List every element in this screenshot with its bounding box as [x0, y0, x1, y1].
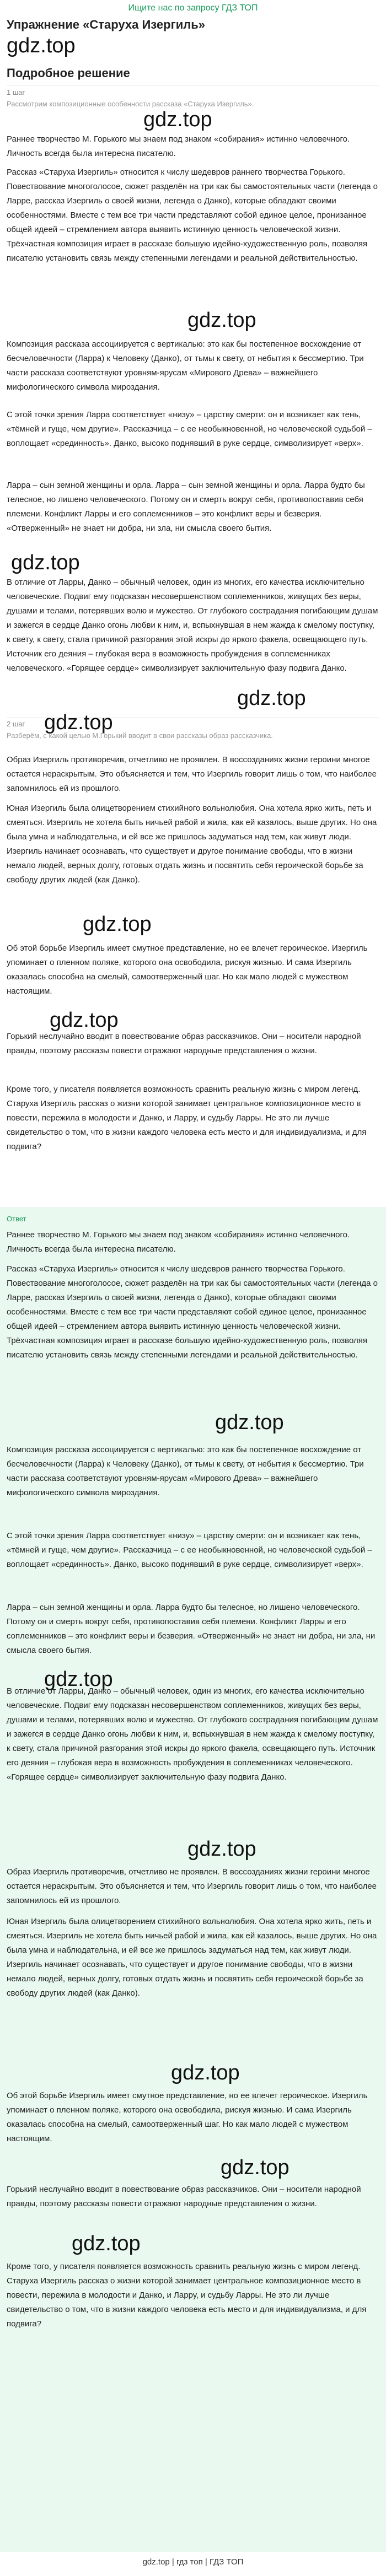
watermark: gdz.top	[11, 551, 80, 574]
step-note: Рассмотрим композиционные особенности рассказа «Старуха Изергиль».	[7, 100, 254, 108]
watermark: gdz.top	[187, 1837, 256, 1861]
paragraph: Кроме того, у писателя появляется возможность сравнить реальную жизнь с миром легенд. Старуха Изергиль рассказ о жизни которой занимает центральное композиционное место в повести, пережила в молодости и Данко, и Ларру, и судьбу Ларры. Не это ли лучше свидетельство о том, что в жизни каждого человека есть место и для индивидуализма, и для подвига?	[7, 2262, 367, 2329]
watermark: gdz.top	[143, 108, 212, 131]
footer-links[interactable]: gdz.top | гдз топ | ГДЗ ТОП	[142, 2557, 244, 2567]
watermark: gdz.top	[44, 711, 113, 734]
watermark: gdz.top	[171, 2061, 240, 2084]
paragraph: Юная Изергиль была олицетворением стихийного вольнолюбия. Она хотела ярко жить, петь и смеяться. Изергиль не хотела быть ничьей рабой и жила, как ей казалось, выше других. Но она была умна и наблюдательна, и ей все же пришлось задуматься над тем, как живут люди. Изергиль начинает осознавать, что существует и другое понимание свободы, что в жизни немало людей, верных долгу, готовых отдать жизнь и посвятить себя героической борьбе за свободу других людей (как Данко).	[7, 804, 377, 885]
paragraph: Об этой борьбе Изергиль имеет смутное представление, но ее влечет героическое. Изергиль упоминает о пленном поляке, которого она освободила, рискуя жизнью. И сама Изергиль оказалась способна на смелый, самоотверженный шаг. Но как мало людей с мужеством настоящим.	[7, 2091, 368, 2143]
top-search-link[interactable]: Ищите нас по запросу ГДЗ ТОП	[128, 3, 258, 13]
paragraph: Раннее творчество М. Горького мы знаем под знаком «собирания» истинно человечного. Личность всегда была интересна писателю.	[7, 134, 350, 158]
watermark: gdz.top	[7, 34, 76, 57]
watermark: gdz.top	[83, 913, 152, 936]
paragraph: Юная Изергиль была олицетворением стихийного вольнолюбия. Она хотела ярко жить, петь и смеяться. Изергиль не хотела быть ничьей рабой и жила, как ей казалось, выше других. Но она была умна и наблюдательна, и ей все же пришлось задуматься над тем, как живут люди. Изергиль начинает осознавать, что существует и другое понимание свободы, что в жизни немало людей, верных долгу, готовых отдать жизнь и посвятить себя героической борьбе за свободу других людей (как Данко).	[7, 1917, 377, 1998]
answer-label: Ответ	[7, 1215, 26, 1223]
paragraph: Композиция рассказа ассоциируется с вертикалью: это как бы постепенное восхождение от бесчеловечности (Ларра) к Человеку (Данко), от тьмы к свету, от небытия к бессмертию. Три части рассказа соответствуют уровням-ярусам «Мирового Древа» – важнейшего мифологического символа мироздания.	[7, 1445, 364, 1497]
paragraph: Раннее творчество М. Горького мы знаем под знаком «собирания» истинно человечного. Личность всегда была интересна писателю.	[7, 1230, 350, 1254]
watermark: gdz.top	[221, 2156, 290, 2179]
watermark: gdz.top	[44, 1668, 113, 1691]
paragraph: В отличие от Ларры, Данко – обычный человек, один из многих, его качества исключительно человеческие. Подвиг ему подсказан несовершенством соплеменников, живущих без веры, душами и телами, потерявших волю и мужество. От глубокого сострадания погибающим душам и зажегся в сердце Данко огонь любви к ним, и, вспыхнувшая в нем жажда к смелому поступку, к свету, стала причиной разгорания этой искры до яркого факела, освещающего путь. Источник его деяния – глубокая вера в возможность пробуждения в соплеменниках человеческого. «Горящее сердце» символизирует заключительную фазу подвига Данко.	[7, 1686, 378, 1782]
paragraph: В отличие от Ларры, Данко – обычный человек, один из многих, его качества исключительно человеческие. Подвиг ему подсказан несовершенством соплеменников, живущих без веры, душами и телами, потерявших волю и мужество. От глубокого сострадания погибающим душам и зажегся в сердце Данко огонь любви к ним, и, вспыхнувшая в нем жажда к смелому поступку, к свету, к свету, стала причиной разгорания этой искры до яркого факела, освещающего путь. Источник его деяния – глубокая вера в возможность пробуждения в соплеменниках человеческого. «Горящее сердце» символизирует заключительную фазу подвига Данко.	[7, 578, 378, 673]
page-title: Упражнение «Старуха Изергиль»	[7, 18, 206, 31]
watermark: gdz.top	[237, 687, 306, 710]
paragraph: Ларра – сын земной женщины и орла. Ларра – сын земной женщины и орла. Ларра будто бы телесное, но лишено человеческого. Потому он и смерть вокруг себя, противопоставив себя племени. Конфликт Ларры и его соплеменников – это конфликт веры и безверия. «Отверженный» не знает ни добра, ни зла, ни смысла своего бытия.	[7, 481, 365, 533]
paragraph: Образ Изергиль противоречив, отчетливо не проявлен. В воссозданиях жизни героини многое остается нераскрытым. Это объясняется и тем, что Изергиль говорит лишь о том, что наиболее запомнилось ей из прошлого.	[7, 755, 377, 793]
paragraph: Рассказ «Старуха Изергиль» относится к числу шедевров раннего творчества Горького. Повествование многоголосое, сюжет разделён на три как бы самостоятельных части (легенда о Ларре, рассказ Изергиль о своей жизни, легенда о Данко), которые обладают своими особенностями. Вместе с тем все три части представляют собой единое целое, пронизанное общей идеей – стремлением автора выявить истинную ценность человеческой жизни. Трёхчастная композиция играет в рассказе большую идейно-художественную роль, позволяя писателю установить связь между степенными легендами и реальной действительностью.	[7, 1264, 378, 1360]
paragraph: С этой точки зрения Ларра соответствует «низу» – царству смерти: он и возникает как тень, «тёмней и гуще, чем другие». Рассказчица – с ее необыкновенной, но человеческой судьбой – воплощает «срединность». Данко, высоко поднявший в руке сердце, символизирует «верх».	[7, 410, 372, 448]
watermark: gdz.top	[187, 309, 256, 332]
paragraph: Рассказ «Старуха Изергиль» относится к числу шедевров раннего творчества Горького. Повествование многоголосое, сюжет разделён на три как бы самостоятельных части (легенда о Ларре, рассказ Изергиль о своей жизни, легенда о Данко), которые обладают своими особенностями. Вместе с тем все три части представляют собой единое целое, пронизанное общей идеей – стремлением автора выявить истинную ценность человеческой жизни. Трёхчастная композиция играет в рассказе большую идейно-художественную роль, позволяя писателю установить связь между степенными легендами и реальной действительностью.	[7, 168, 378, 263]
paragraph: Образ Изергиль противоречив, отчетливо не проявлен. В воссозданиях жизни героини многое остается нераскрытым. Это объясняется и тем, что Изергиль говорит лишь о том, что наиболее запомнилось ей из прошлого.	[7, 1867, 377, 1905]
step-label: 2 шаг	[7, 720, 25, 728]
paragraph: Композиция рассказа ассоциируется с вертикалью: это как бы постепенное восхождение от бесчеловечности (Ларра) к Человеку (Данко), от тьмы к свету, от небытия к бессмертию. Три части рассказа соответствуют уровням-ярусам «Мирового Древа» – важнейшего мифологического символа мироздания.	[7, 339, 364, 392]
solution-heading: Подробное решение	[7, 66, 130, 80]
watermark: gdz.top	[72, 2232, 141, 2255]
paragraph: Горький неслучайно вводит в повествование образ рассказчиков. Они – носители народной правды, поэтому рассказы повести отражают народные представления о жизни.	[7, 1032, 361, 1055]
paragraph: Кроме того, у писателя появляется возможность сравнить реальную жизнь с миром легенд. Старуха Изергиль рассказ о жизни которой занимает центральное композиционное место в повести, пережила в молодости и Данко, и Ларру, и судьбу Ларры. Не это ли лучше свидетельство о том, что в жизни каждого человека есть место и для индивидуализма, и для подвига?	[7, 1085, 367, 1151]
watermark: gdz.top	[50, 1009, 119, 1032]
paragraph: Об этой борьбе Изергиль имеет смутное представление, но ее влечет героическое. Изергиль упоминает о пленном поляке, которого она освободила, рискуя жизнью. И сама Изергиль оказалась способна на смелый, самоотверженный шаг. Но как мало людей с мужеством настоящим.	[7, 944, 368, 996]
step-note: Разберём, с какой целью М.Горький вводит в свои рассказы образ рассказчика.	[7, 731, 273, 740]
step-label: 1 шаг	[7, 88, 25, 96]
watermark: gdz.top	[215, 1411, 284, 1434]
paragraph: С этой точки зрения Ларра соответствует «низу» – царству смерти: он и возникает как тень, «тёмней и гуще, чем другие». Рассказчица – с ее необыкновенной, но человеческой судьбой – воплощает «срединность». Данко, высоко поднявший в руке сердце, символизирует «верх».	[7, 1531, 372, 1569]
paragraph: Ларра – сын земной женщины и орла. Ларра будто бы телесное, но лишено человеческого. Потому он и смерть вокруг себя, противопоставив себя племени. Конфликт Ларры и его соплеменников – это конфликт веры и безверия. «Отверженный» не знает ни добра, ни зла, ни смысла своего бытия.	[7, 1603, 376, 1655]
paragraph: Горький неслучайно вводит в повествование образ рассказчиков. Они – носители народной правды, поэтому рассказы повести отражают народные представления о жизни.	[7, 2185, 361, 2208]
